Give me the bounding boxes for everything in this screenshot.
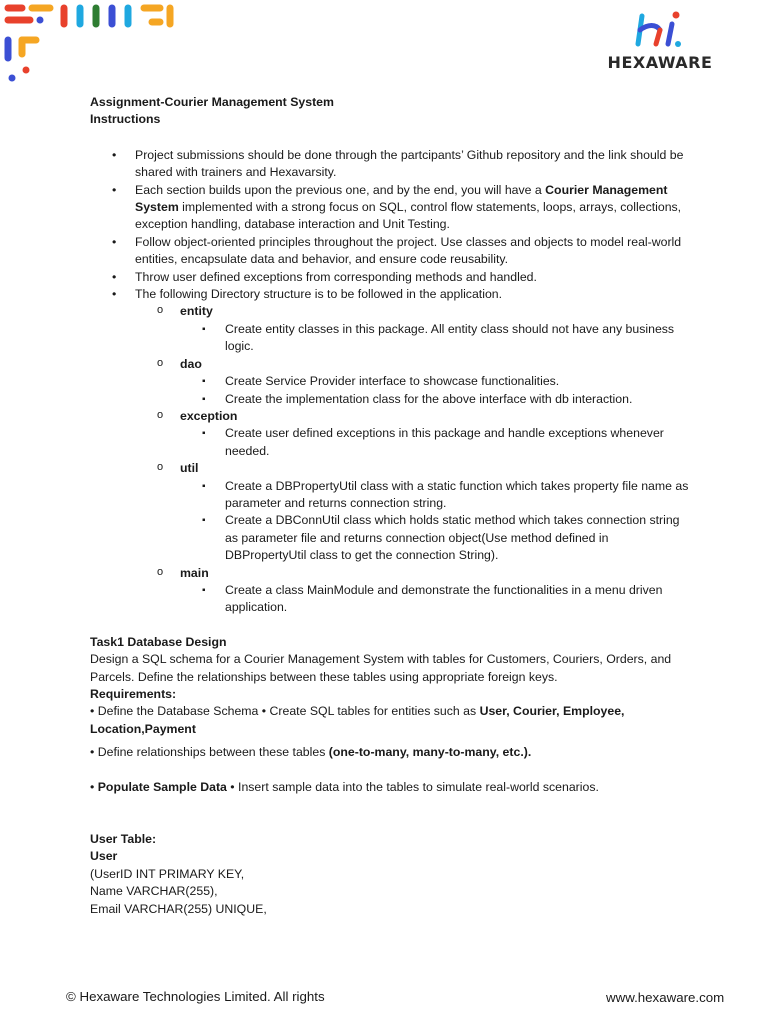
bullet-text: Throw user defined exceptions from corresponding methods and handled. xyxy=(135,269,537,284)
requirement-text: • Define the Database Schema • Create SQL tables for entities such as xyxy=(90,704,480,719)
requirement-schema xyxy=(90,703,690,738)
list-item: ▪ Create Service Provider interface to showcase functionalities. xyxy=(180,373,690,390)
instructions-heading: Instructions xyxy=(90,112,161,127)
directory-exception xyxy=(135,408,690,460)
footer-copyright: © Hexaware Technologies Limited. All rights xyxy=(66,989,325,1004)
list-item xyxy=(90,286,690,617)
directory-util xyxy=(135,460,690,564)
directory-name: dao xyxy=(180,356,202,371)
directory-main xyxy=(135,565,690,617)
directory-dao xyxy=(135,356,690,408)
list-item: ▪ Create the implementation class for the above interface with db interaction. xyxy=(180,391,690,408)
directory-items xyxy=(180,373,690,408)
directory-items xyxy=(180,478,690,565)
directory-items xyxy=(180,582,690,617)
list-item: ▪ Create entity classes in this package. All entity class should not have any business logic. xyxy=(180,321,690,356)
directory-name: main xyxy=(180,565,209,580)
list-item: ▪ Create a DBPropertyUtil class with a static function which takes property file name as parameter and returns connection string. xyxy=(180,478,690,513)
document-title: Assignment-Courier Management System xyxy=(90,95,334,109)
directory-name: exception xyxy=(180,408,238,423)
directory-name: entity xyxy=(180,304,213,319)
task1-heading: Task1 Database Design xyxy=(90,634,227,649)
document-body xyxy=(90,94,690,918)
list-item: ▪ Create a class MainModule and demonstrate the functionalities in a menu driven application. xyxy=(180,582,690,617)
hexaware-logo xyxy=(600,10,720,76)
user-table-heading: User Table: xyxy=(90,832,157,847)
list-item: ▪ Create user defined exceptions in this package and handle exceptions whenever needed. xyxy=(180,425,690,460)
requirement-text: • Insert sample data into the tables to simulate real-world scenarios. xyxy=(226,779,599,794)
requirement-text: • Define relationships between these tables xyxy=(90,745,329,760)
bullet-text: implemented with a strong focus on SQL, control flow statements, loops, arrays, collections, exception handling, database interaction and Unit Testing. xyxy=(135,200,682,232)
directory-items xyxy=(180,321,690,356)
bullet-bold-text: Courier Management System xyxy=(135,182,668,215)
hexaware-logo-mark xyxy=(632,10,688,50)
instructions-list xyxy=(90,147,690,617)
sql-line: (UserID INT PRIMARY KEY, xyxy=(90,866,245,881)
user-table-name: User xyxy=(90,849,118,864)
list-item: ▪ Create a DBConnUtil class which holds static method which takes connection string as parameter file and returns connection object(Use method defined in DBPropertyUtil class to get the connection String). xyxy=(180,512,690,564)
list-item xyxy=(90,269,690,286)
requirement-bold-text: (one-to-many, many-to-many, etc.). xyxy=(328,745,532,760)
task1-description: Design a SQL schema for a Courier Management System with tables for Customers, Couriers, Orders, and Parcels. Define the relationships between these tables using appropriate foreign keys. xyxy=(90,652,672,684)
directory-items xyxy=(180,425,690,460)
requirement-sample-data xyxy=(90,779,690,796)
list-item xyxy=(90,234,690,269)
footer-website: www.hexaware.com xyxy=(606,990,725,1005)
bullet-text: Each section builds upon the previous one, and by the end, you will have a xyxy=(135,182,546,197)
sql-line: Name VARCHAR(255), xyxy=(90,884,218,899)
directory-name: util xyxy=(180,461,199,476)
bullet-text: Project submissions should be done through the partcipants’ Github repository and the link should be shared with trainers and Hexavarsity. xyxy=(135,147,684,180)
list-item xyxy=(90,147,690,182)
sql-line: Email VARCHAR(255) UNIQUE, xyxy=(90,901,267,916)
requirements-heading: Requirements: xyxy=(90,687,177,701)
requirement-bullet: • xyxy=(90,779,98,794)
requirement-bold-text: Populate Sample Data xyxy=(97,779,227,794)
hexaware-wordmark: HEXAWARE xyxy=(607,53,713,72)
decorative-pattern xyxy=(0,0,185,90)
directory-entity xyxy=(135,303,690,355)
directory-list xyxy=(135,303,690,616)
requirement-bold-text: User, Courier, Employee, Location,Payment xyxy=(90,704,625,736)
bullet-text: Follow object-oriented principles throughout the project. Use classes and objects to model real-world entities, encapsulate data and behavior, and ensure code reusability. xyxy=(135,234,682,267)
requirement-relationships xyxy=(90,744,690,761)
bullet-text: The following Directory structure is to be followed in the application. xyxy=(135,287,503,302)
list-item xyxy=(90,182,690,234)
